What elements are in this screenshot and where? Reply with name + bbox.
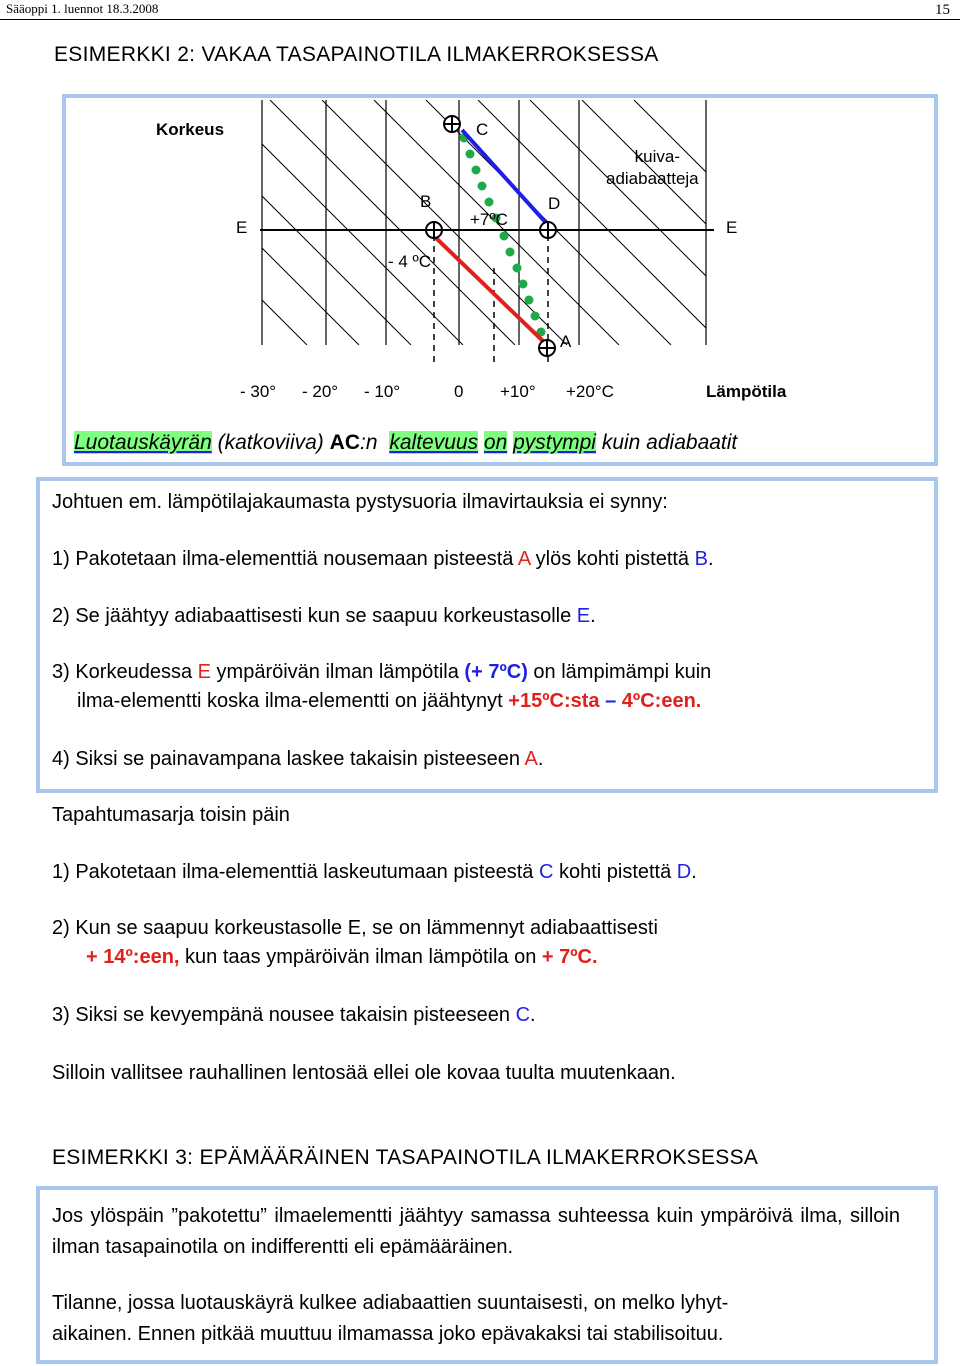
dry-adiabats-label-line1: kuiva- xyxy=(634,147,680,166)
point-marker-d xyxy=(540,222,556,238)
step-2-pre: 2) Se jäähtyy adiabaattisesti kun se saapuu korkeustasolle xyxy=(52,605,577,627)
reverse-step-2-line2 xyxy=(52,943,658,972)
reverse-step-1-mid: kohti pistettä xyxy=(553,861,677,883)
point-d-label: D xyxy=(548,194,561,213)
conclusion-text: Silloin vallitsee rauhallinen lentosää ellei ole kovaa tuulta muutenkaan. xyxy=(52,1062,676,1084)
example3-paragraph-2-line1: Tilanne, jossa luotauskäyrä kulkee adiabaattien suuntaisesti, on melko lyhyt- xyxy=(52,1292,729,1314)
step-3-line2 xyxy=(52,687,711,716)
page-header-left: Sääoppi 1. luennot 18.3.2008 xyxy=(6,1,159,16)
step-1-a: A xyxy=(517,548,531,570)
caption-sounding: Luotauskäyrän xyxy=(74,431,212,454)
temp-e-label: +7ºC xyxy=(470,210,508,229)
step-3-from: +15ºC:sta xyxy=(508,690,600,712)
reverse-step-1-c: C xyxy=(538,861,554,883)
step-1 xyxy=(52,545,714,574)
step-3-temp: (+ 7ºC) xyxy=(464,661,528,683)
height-axis-label: Korkeus xyxy=(156,120,225,139)
temp-tick: - 30° xyxy=(240,382,277,401)
reverse-step-1 xyxy=(52,858,697,887)
point-a-label: A xyxy=(560,332,572,351)
step-2-e: E xyxy=(576,605,591,627)
reverse-step-3 xyxy=(52,1001,536,1030)
reverse-step-2-temp2: + 7ºC. xyxy=(541,946,598,968)
diagram-box xyxy=(62,94,938,466)
level-e-right-label: E xyxy=(726,218,738,237)
example3-paragraph-1: Jos ylöspäin ”pakotettu” ilmaelementti jäähtyy samassa suhteessa kuin ympäröivä ilma, silloin ilman tasapainotila on indifferentti eli epämääräinen. xyxy=(52,1205,900,1258)
page-number: 15 xyxy=(935,2,950,18)
step-3-dash: – xyxy=(599,690,622,712)
reverse-step-3-pre: 3) Siksi se kevyempänä nousee takaisin pisteeseen xyxy=(52,1004,516,1026)
step-3-line2-text: ilma-elementti koska ilma-elementti on jäähtynyt xyxy=(77,690,509,712)
reverse-step-3-c: C xyxy=(515,1004,531,1026)
diagram-caption xyxy=(74,431,737,455)
reverse-title: Tapahtumasarja toisin päin xyxy=(52,804,290,826)
caption-on: on xyxy=(483,431,508,454)
step-3-pre: 3) Korkeudessa xyxy=(52,661,198,683)
step-1-end: . xyxy=(707,548,714,570)
example3-paragraph-2-line2: aikainen. Ennen pitkää muuttuu ilmamassa joko epävakaksi tai stabilisoituu. xyxy=(52,1323,724,1345)
temp-tick: +10° xyxy=(500,382,536,401)
step-3-mid: ympäröivän ilman lämpötila xyxy=(210,661,465,683)
caption-rest: kuin adiabaatit xyxy=(601,431,738,454)
temp-tick-labels xyxy=(66,382,934,406)
point-c-label: C xyxy=(476,120,489,139)
example3-paragraph-2 xyxy=(52,1288,728,1350)
step-4-pre: 4) Siksi se painavampana laskee takaisin pisteeseen xyxy=(52,748,525,770)
stability-diagram xyxy=(66,98,934,462)
dry-adiabats-label xyxy=(606,146,699,190)
step-2-end: . xyxy=(590,605,596,627)
header-rule xyxy=(0,19,960,20)
temp-tick: - 10° xyxy=(364,382,401,401)
step-3-line1 xyxy=(52,658,711,687)
temp-b-label: - 4 ºC xyxy=(388,252,432,271)
reverse-step-2 xyxy=(52,914,658,972)
caption-ac: AC xyxy=(329,431,360,454)
temp-tick: 0 xyxy=(454,382,464,401)
step-4 xyxy=(52,745,543,774)
sounding-curve xyxy=(460,134,546,337)
step-4-a: A xyxy=(524,748,538,770)
step-3 xyxy=(52,658,711,716)
caption-slope: kaltevuus xyxy=(389,431,479,454)
step-3-post: on lämpimämpi kuin xyxy=(527,661,712,683)
temperature-axis-label: Lämpötila xyxy=(706,382,787,401)
intro-text: Johtuen em. lämpötilajakaumasta pystysuoria ilmavirtauksia ei synny: xyxy=(52,491,668,513)
reverse-step-3-end: . xyxy=(530,1004,536,1026)
step-3-to: 4ºC:een. xyxy=(621,690,702,712)
point-marker-b xyxy=(426,222,442,238)
reverse-step-2-line1: 2) Kun se saapuu korkeustasolle E, se on lämmennyt adiabaattisesti xyxy=(52,917,658,939)
reverse-step-1-end: . xyxy=(691,861,697,883)
reverse-step-2-temp1: + 14º:een, xyxy=(86,946,180,968)
reverse-step-1-pre: 1) Pakotetaan ilma-elementtiä laskeutumaan pisteestä xyxy=(52,861,539,883)
caption-n: :n xyxy=(360,431,378,454)
point-b-label: B xyxy=(420,192,432,211)
level-e-left-label: E xyxy=(236,218,248,237)
point-marker-c xyxy=(444,116,460,132)
step-3-e: E xyxy=(197,661,211,683)
step-1-pre: 1) Pakotetaan ilma-elementtiä nousemaan pisteestä xyxy=(52,548,518,570)
temp-tick: +20°C xyxy=(566,382,614,401)
step-2 xyxy=(52,602,596,631)
example2-title: ESIMERKKI 2: VAKAA TASAPAINOTILA ILMAKERROKSESSA xyxy=(54,43,659,66)
temp-tick: - 20° xyxy=(302,382,339,401)
dry-adiabats-label-line2: adiabaatteja xyxy=(606,169,699,188)
reverse-step-1-d: D xyxy=(676,861,692,883)
ascent-line-a-b xyxy=(436,238,546,344)
step-4-end: . xyxy=(537,748,544,770)
example3-title: ESIMERKKI 3: EPÄMÄÄRÄINEN TASAPAINOTILA ILMAKERROKSESSA xyxy=(52,1146,759,1169)
reverse-step-2-mid: kun taas ympäröivän ilman lämpötila on xyxy=(179,946,542,968)
step-1-mid: ylös kohti pistettä xyxy=(530,548,695,570)
point-marker-a xyxy=(539,340,555,356)
step-1-b: B xyxy=(694,548,708,570)
caption-steeper: pystympi xyxy=(513,431,596,454)
caption-dashed: (katkoviiva) xyxy=(217,431,324,454)
